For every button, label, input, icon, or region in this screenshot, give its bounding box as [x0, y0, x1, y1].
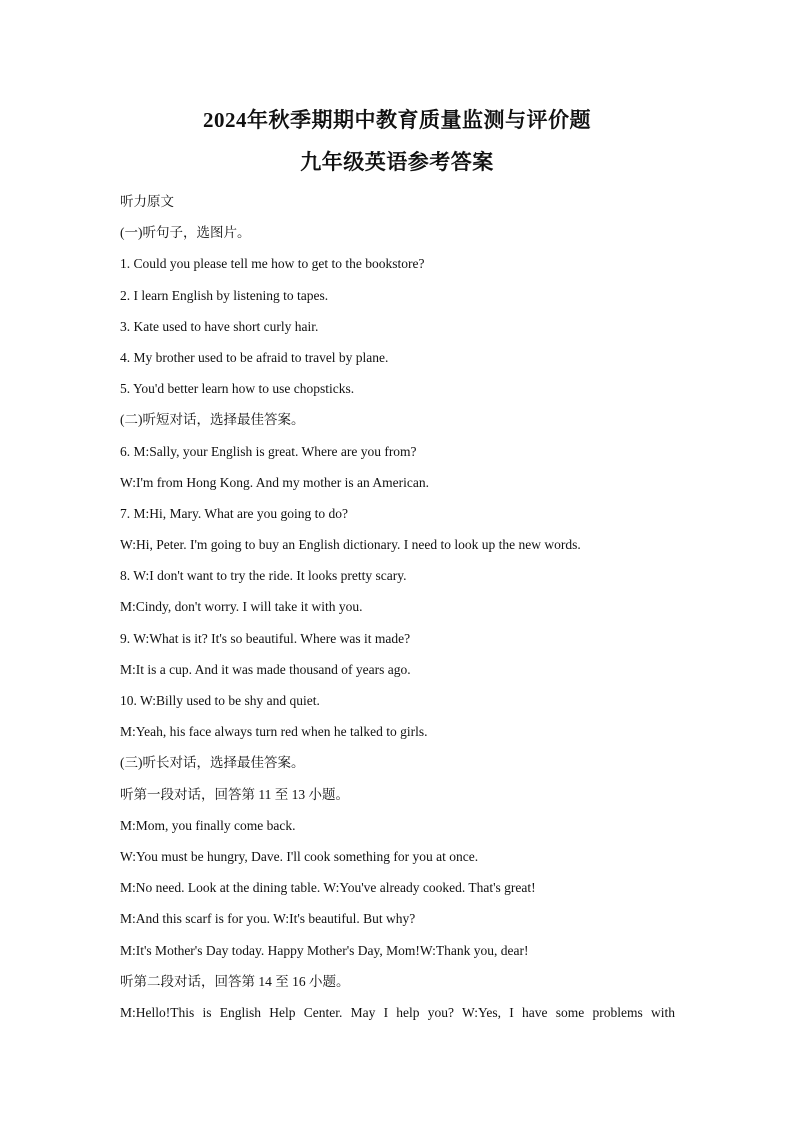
section-heading-listening-script: 听力原文 — [120, 194, 174, 209]
body-line: W:Hi, Peter. I'm going to buy an English dictionary. I need to look up the new words. — [120, 537, 581, 553]
dialogue-heading: 听第一段对话，回答第 11 至 13 小题。 — [120, 786, 349, 802]
body-line: 8. W:I don't want to try the ride. It looks pretty scary. — [120, 568, 407, 584]
body-line: W:You must be hungry, Dave. I'll cook something for you at once. — [120, 848, 479, 864]
body-line: M:No need. Look at the dining table. W:You've already cooked. That's great! — [120, 880, 536, 896]
body-line: 3. Kate used to have short curly hair. — [120, 318, 319, 334]
document-subtitle: 九年级英语参考答案 — [300, 150, 494, 174]
section-heading-part-1: (一)听句子，选图片。 — [120, 225, 251, 241]
section-heading-part-2: (二)听短对话，选择最佳答案。 — [120, 412, 305, 428]
body-line: 4. My brother used to be afraid to travel by plane. — [120, 349, 389, 365]
body-line: M:Mom, you finally come back. — [120, 817, 296, 833]
dialogue-heading: 听第二段对话，回答第 14 至 16 小题。 — [120, 973, 350, 989]
body-line: M:It's Mother's Day today. Happy Mother's Day, Mom!W:Thank you, dear! — [120, 942, 529, 958]
body-line: W:I'm from Hong Kong. And my mother is an American. — [120, 474, 430, 490]
body-line: 10. W:Billy used to be shy and quiet. — [120, 693, 320, 708]
body-line: 7. M:Hi, Mary. What are you going to do? — [120, 505, 348, 521]
document-body — [120, 186, 675, 1028]
body-line: 2. I learn English by listening to tapes. — [120, 287, 329, 303]
body-line: M:Cindy, don't worry. I will take it with you. — [120, 599, 363, 615]
body-line: M:Yeah, his face always turn red when he talked to girls. — [120, 724, 428, 740]
body-line: M:And this scarf is for you. W:It's beautiful. But why? — [120, 911, 416, 927]
body-line: 9. W:What is it? It's so beautiful. Where was it made? — [120, 630, 411, 646]
body-line: M:Hello!This is English Help Center. May I help you? W:Yes, I have some problems with — [120, 1004, 675, 1020]
body-line: 5. You'd better learn how to use chopsticks. — [120, 381, 355, 397]
document-title: 2024年秋季期期中教育质量监测与评价题 — [203, 108, 591, 132]
section-heading-part-3: (三)听长对话，选择最佳答案。 — [120, 755, 305, 771]
body-line: 1. Could you please tell me how to get to the bookstore? — [120, 256, 425, 272]
body-line: M:It is a cup. And it was made thousand of years ago. — [120, 661, 411, 677]
body-line: 6. M:Sally, your English is great. Where are you from? — [120, 443, 417, 459]
